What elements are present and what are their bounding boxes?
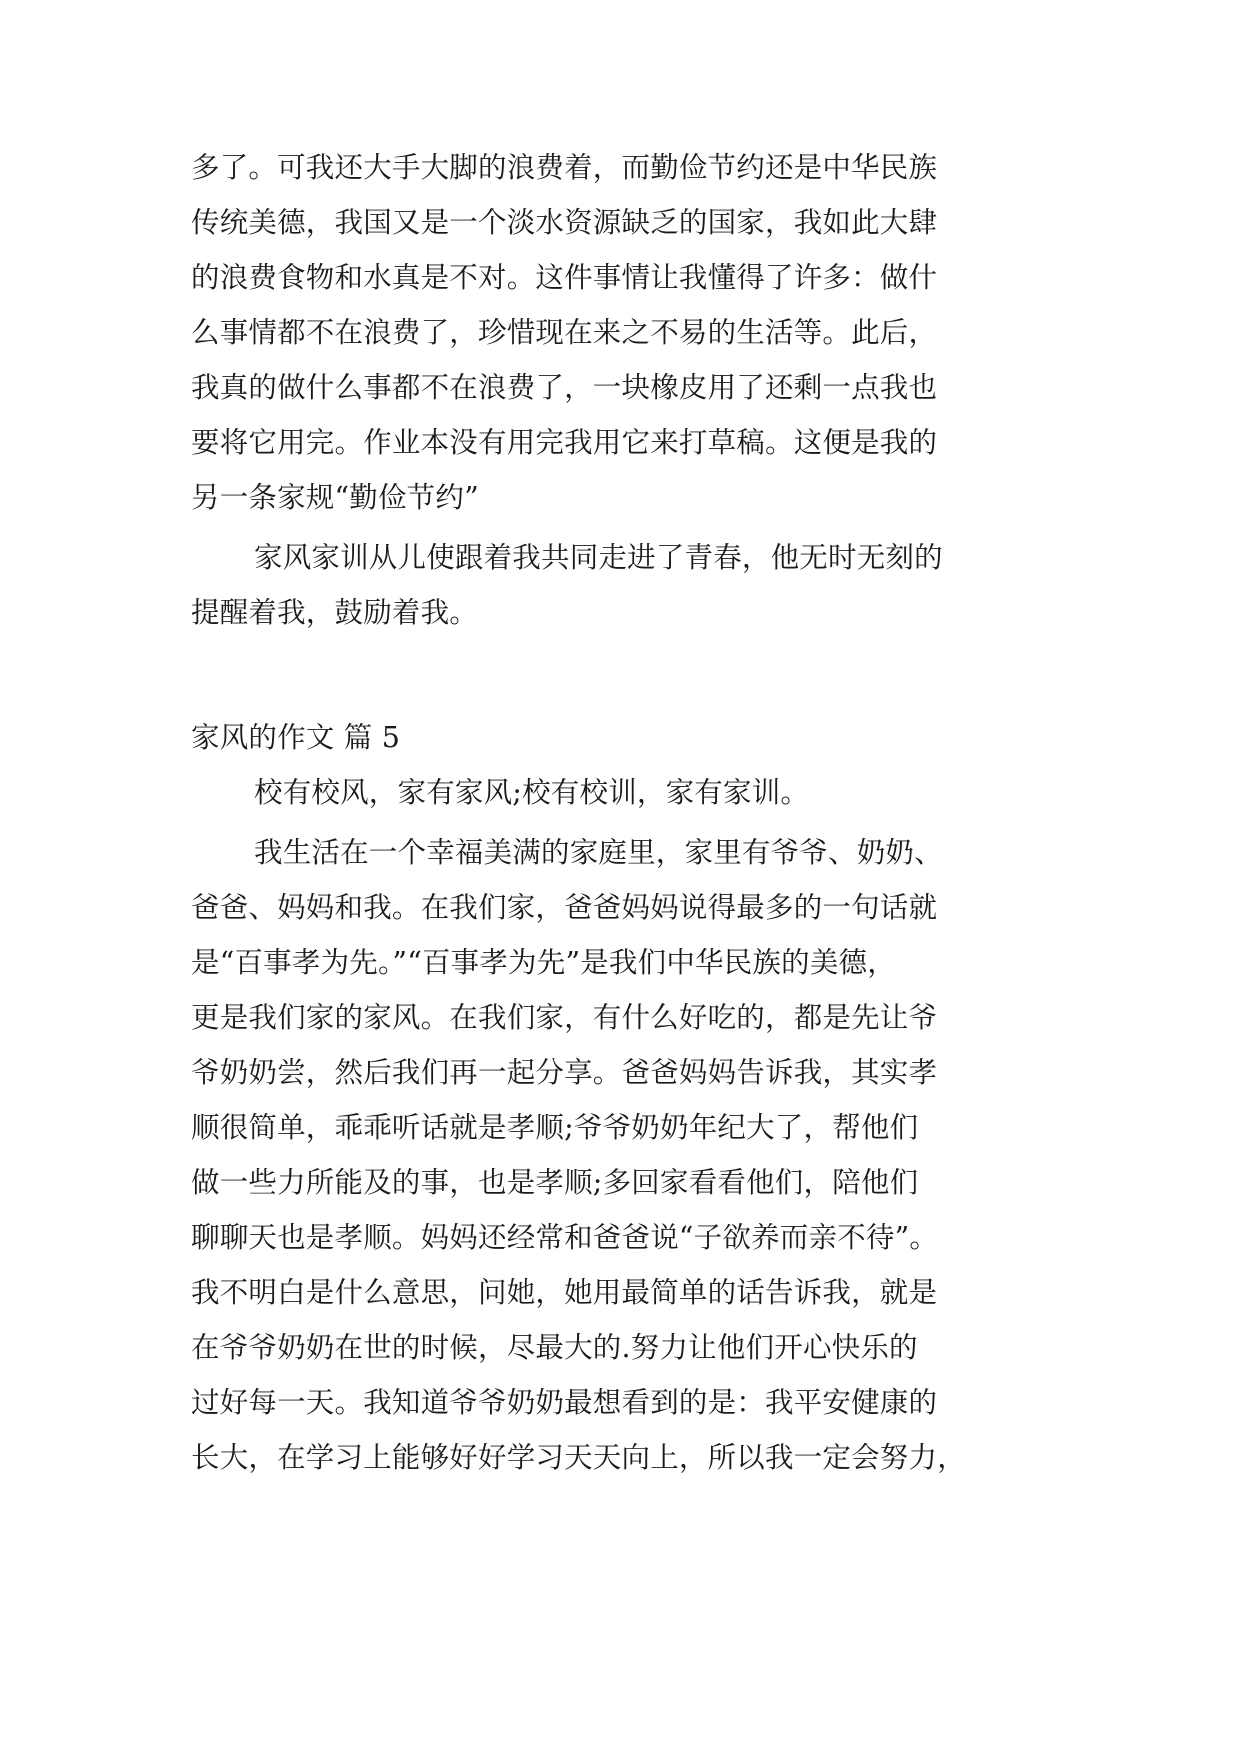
- paragraph-line: 是“百事孝为先。”“百事孝为先”是我们中华民族的美德，: [191, 946, 896, 979]
- paragraph-line: 另一条家规“勤俭节约”: [191, 481, 479, 514]
- paragraph-line: 家风家训从儿使跟着我共同走进了青春，他无时无刻的: [254, 541, 943, 574]
- paragraph-line: 爸爸、妈妈和我。在我们家，爸爸妈妈说得最多的一句话就: [191, 891, 938, 924]
- paragraph-line: 多了。可我还大手大脚的浪费着，而勤俭节约还是中华民族: [191, 151, 938, 184]
- paragraph-line: 我生活在一个幸福美满的家庭里，家里有爷爷、奶奶、: [254, 836, 943, 869]
- paragraph-line: 传统美德，我国又是一个淡水资源缺乏的国家，我如此大肆: [191, 206, 938, 239]
- paragraph-line: 在爷爷奶奶在世的时候，尽最大的.努力让他们开心快乐的: [191, 1331, 918, 1364]
- paragraph-line: 校有校风，家有家风;校有校训，家有家训。: [254, 776, 810, 809]
- paragraph-line: 爷奶奶尝，然后我们再一起分享。爸爸妈妈告诉我，其实孝: [191, 1056, 938, 1089]
- section-title: 家风的作文 篇 5: [191, 721, 401, 754]
- paragraph-line: 我真的做什么事都不在浪费了，一块橡皮用了还剩一点我也: [191, 371, 938, 404]
- paragraph-line: 顺很简单，乖乖听话就是孝顺;爷爷奶奶年纪大了，帮他们: [191, 1111, 919, 1144]
- paragraph-line: 长大，在学习上能够好好学习天天向上，所以我一定会努力，: [191, 1441, 966, 1474]
- paragraph-line: 我不明白是什么意思，问她，她用最简单的话告诉我，就是: [191, 1276, 938, 1309]
- paragraph-line: 要将它用完。作业本没有用完我用它来打草稿。这便是我的: [191, 426, 938, 459]
- paragraph-line: 提醒着我，鼓励着我。: [191, 596, 479, 629]
- paragraph-line: 做一些力所能及的事，也是孝顺;多回家看看他们，陪他们: [191, 1166, 919, 1199]
- paragraph-line: 的浪费食物和水真是不对。这件事情让我懂得了许多：做什: [191, 261, 938, 294]
- paragraph-line: 更是我们家的家风。在我们家，有什么好吃的，都是先让爷: [191, 1001, 938, 1034]
- paragraph-line: 么事情都不在浪费了，珍惜现在来之不易的生活等。此后，: [191, 316, 938, 349]
- paragraph-line: 过好每一天。我知道爷爷奶奶最想看到的是：我平安健康的: [191, 1386, 938, 1419]
- paragraph-line: 聊聊天也是孝顺。妈妈还经常和爸爸说“子欲养而亲不待”。: [191, 1221, 939, 1254]
